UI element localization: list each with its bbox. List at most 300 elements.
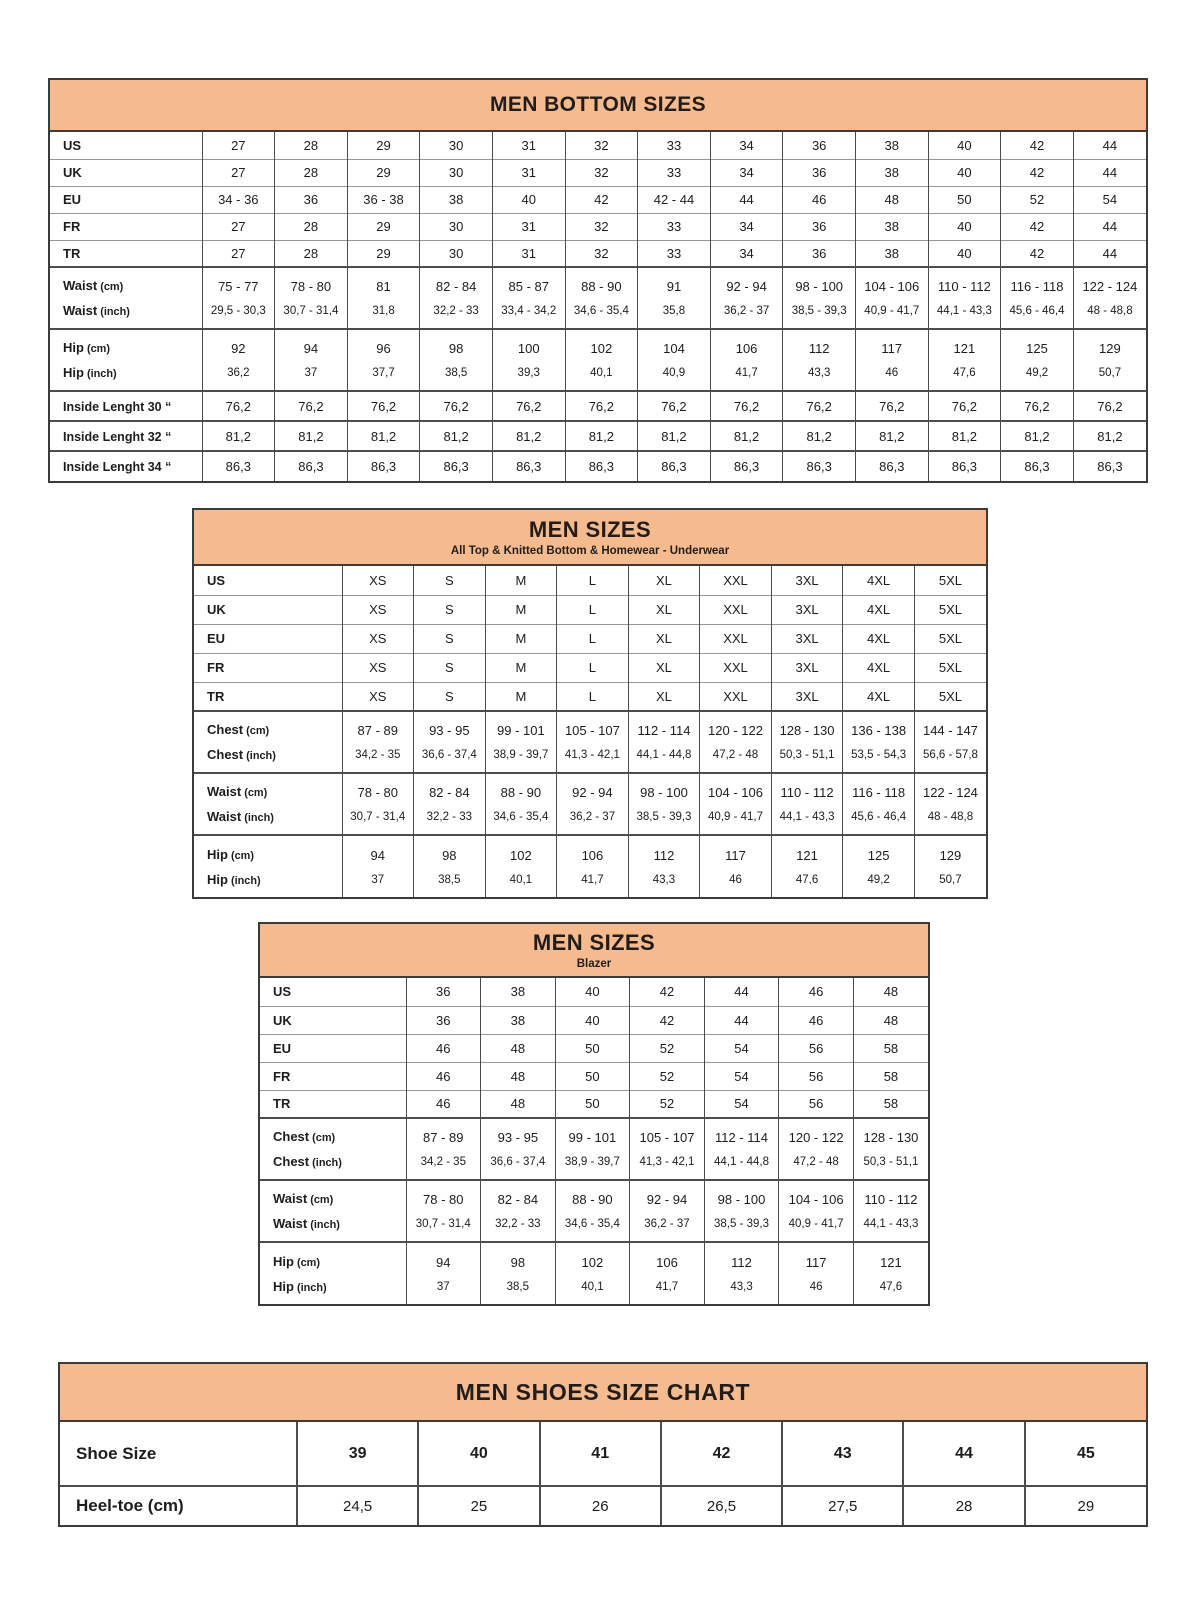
size-cell: 38	[420, 186, 493, 213]
measure-cell	[492, 267, 565, 329]
value-inch: 50,7	[939, 873, 962, 886]
value-inch: 43,3	[807, 367, 831, 379]
measure-cell	[771, 835, 843, 897]
measure-cell	[557, 773, 629, 835]
value-cm: 78 - 80	[290, 279, 332, 294]
value-inch: 37	[371, 873, 385, 886]
value-inch: 44,1 - 43,3	[863, 1218, 919, 1230]
size-cell: 28	[275, 159, 348, 186]
value-inch: 30,7 - 31,4	[415, 1218, 471, 1230]
measure-cell	[630, 1118, 705, 1180]
size-cell: 30	[420, 159, 493, 186]
size-cell: 40	[555, 1006, 630, 1034]
size-cell: 38	[481, 978, 556, 1006]
size-cell: 41	[540, 1422, 661, 1486]
size-cell: 36	[783, 240, 856, 267]
value-cm: 85 - 87	[508, 279, 549, 294]
size-cell: 42	[1001, 159, 1074, 186]
value-cm: 82 - 84	[497, 1192, 539, 1207]
size-cell: 52	[1001, 186, 1074, 213]
value-cm: 106	[735, 341, 758, 356]
size-cell: XL	[628, 624, 700, 653]
size-cell: XL	[628, 595, 700, 624]
size-cell: 54	[704, 1090, 779, 1118]
table-header-band	[60, 1364, 1146, 1422]
size-cell: 32	[565, 240, 638, 267]
size-cell: S	[414, 595, 486, 624]
value-inch: 45,6 - 46,4	[851, 811, 907, 823]
measure-cell	[779, 1180, 854, 1242]
size-cell: XXL	[700, 682, 772, 711]
measure-cell	[555, 1242, 630, 1304]
men-sizes-tops-table	[192, 508, 988, 899]
row-label: Inside Lenght 32 “	[50, 421, 202, 451]
value-cm: 98 - 100	[717, 1192, 766, 1207]
value-cm: 121	[953, 341, 976, 356]
measure-cell	[628, 835, 700, 897]
size-cell: 76,2	[1073, 391, 1146, 421]
size-cell: 86,3	[710, 451, 783, 481]
value-cm: 82 - 84	[435, 279, 477, 294]
value-cm: 87 - 89	[357, 723, 399, 738]
value-cm: 112	[808, 341, 830, 356]
value-inch: 32,2 - 33	[433, 305, 479, 317]
value-inch: 38,5	[438, 873, 461, 886]
size-cell: 76,2	[783, 391, 856, 421]
measure-cell	[914, 711, 986, 773]
value-cm: 104 - 106	[708, 785, 763, 800]
value-inch: 44,1 - 44,8	[714, 1156, 770, 1168]
value-inch: 31,8	[372, 305, 395, 317]
size-cell: 56	[779, 1090, 854, 1118]
value-cm: 121	[880, 1254, 902, 1270]
value-inch: 38,9 - 39,7	[564, 1156, 620, 1168]
size-cell: 44	[1073, 132, 1146, 159]
size-cell: XL	[628, 566, 700, 595]
size-cell: 50	[555, 1090, 630, 1118]
size-cell: 42	[630, 1006, 705, 1034]
size-cell: 76,2	[565, 391, 638, 421]
value-cm: 117	[805, 1254, 827, 1270]
measure-cell	[275, 267, 348, 329]
size-cell: 76,2	[710, 391, 783, 421]
size-cell: 34	[710, 132, 783, 159]
size-cell: 44	[1073, 159, 1146, 186]
value-cm: 136 - 138	[851, 723, 907, 738]
size-cell: 3XL	[771, 624, 843, 653]
row-label-line: Waist (inch)	[273, 1216, 340, 1231]
size-cell: 86,3	[1001, 451, 1074, 481]
value-inch: 53,5 - 54,3	[851, 749, 907, 761]
row-label-line: Hip (inch)	[273, 1278, 327, 1294]
size-cell: 86,3	[855, 451, 928, 481]
value-inch: 36,2 - 37	[569, 811, 616, 823]
size-cell: 39	[297, 1422, 418, 1486]
row-label-line: Chest (inch)	[207, 747, 276, 762]
size-cell: 81,2	[638, 421, 711, 451]
row-label: UK	[194, 595, 342, 624]
size-cell: 32	[565, 159, 638, 186]
measure-cell	[406, 1118, 481, 1180]
row-label	[260, 1180, 406, 1242]
size-cell: 25	[418, 1486, 539, 1525]
row-label: TR	[194, 682, 342, 711]
row-label-line: Hip (cm)	[207, 846, 255, 862]
value-inch: 38,9 - 39,7	[493, 749, 549, 761]
row-label: US	[207, 572, 226, 588]
size-cell: 48	[481, 1062, 556, 1090]
size-cell: 4XL	[843, 566, 915, 595]
size-cell: XXL	[700, 595, 772, 624]
measure-cell	[485, 773, 557, 835]
size-cell: 86,3	[638, 451, 711, 481]
row-label: Inside Lenght 34 “	[50, 451, 202, 481]
measure-cell	[704, 1242, 779, 1304]
value-cm: 110 - 112	[780, 785, 834, 800]
value-cm: 110 - 112	[864, 1192, 918, 1207]
size-cell: 44	[903, 1422, 1024, 1486]
size-cell: 81,2	[492, 421, 565, 451]
size-cell: 46	[406, 1034, 481, 1062]
size-cell: S	[414, 566, 486, 595]
size-cell: 29	[347, 132, 420, 159]
size-cell: 32	[565, 213, 638, 240]
value-cm: 104	[663, 341, 685, 356]
size-cell: S	[414, 682, 486, 711]
value-inch: 41,7	[655, 1280, 679, 1293]
size-cell: 34	[710, 213, 783, 240]
row-waist	[260, 1180, 928, 1242]
size-cell: 40	[555, 978, 630, 1006]
measure-cell	[638, 329, 711, 391]
measure-cell	[843, 711, 915, 773]
size-cell: 81,2	[565, 421, 638, 451]
value-inch: 47,6	[879, 1280, 903, 1293]
size-cell: 86,3	[347, 451, 420, 481]
size-cell: 48	[853, 978, 928, 1006]
size-cell: 86,3	[928, 451, 1001, 481]
value-cm: 98	[510, 1254, 526, 1270]
size-cell: 36	[783, 159, 856, 186]
value-cm: 129	[939, 847, 962, 863]
value-cm: 88 - 90	[500, 785, 542, 800]
row-label-line: Waist (inch)	[63, 303, 130, 318]
measure-cell	[843, 835, 915, 897]
size-cell: L	[557, 624, 629, 653]
size-cell: 48	[853, 1006, 928, 1034]
value-inch: 40,1	[509, 873, 533, 886]
size-cell: 81,2	[1001, 421, 1074, 451]
size-cell: 3XL	[771, 595, 843, 624]
measure-cell	[855, 329, 928, 391]
value-cm: 112 - 114	[715, 1130, 769, 1145]
size-cell: M	[485, 624, 557, 653]
row-us	[260, 978, 928, 1006]
row-label-line: Chest (inch)	[273, 1154, 342, 1169]
measure-cell	[853, 1180, 928, 1242]
size-cell: 30	[420, 132, 493, 159]
value-cm: 117	[725, 847, 746, 863]
size-cell: 52	[630, 1034, 705, 1062]
size-cell: 48	[481, 1090, 556, 1118]
measure-cell	[853, 1242, 928, 1304]
value-inch: 43,3	[652, 873, 676, 886]
row-label: EU	[194, 624, 342, 653]
row-waist	[194, 773, 986, 835]
value-inch: 40,9 - 41,7	[708, 811, 763, 823]
row-label-line: Waist (cm)	[207, 784, 268, 799]
row-heel-toe	[60, 1486, 1146, 1525]
size-cell: 76,2	[638, 391, 711, 421]
size-cell: 4XL	[843, 595, 915, 624]
size-cell: 76,2	[1001, 391, 1074, 421]
measure-cell	[414, 835, 486, 897]
measure-cell	[555, 1118, 630, 1180]
size-cell: XS	[342, 653, 414, 682]
value-cm: 128 - 130	[863, 1130, 919, 1145]
size-cell: 31	[492, 213, 565, 240]
size-cell: M	[485, 682, 557, 711]
row-fr	[194, 653, 986, 682]
size-cell: 81,2	[347, 421, 420, 451]
value-inch: 34,2 - 35	[420, 1156, 466, 1168]
size-cell: 31	[492, 240, 565, 267]
size-cell: 50	[555, 1062, 630, 1090]
size-cell: 36	[783, 213, 856, 240]
size-cell: 30	[420, 213, 493, 240]
value-inch: 36,6 - 37,4	[490, 1156, 546, 1168]
value-inch: 29,5 - 30,3	[210, 305, 266, 317]
size-cell: M	[485, 595, 557, 624]
measure-cell	[342, 773, 414, 835]
value-cm: 144 - 147	[922, 723, 978, 738]
value-inch: 38,5 - 39,3	[791, 305, 847, 317]
size-cell: 27	[202, 132, 275, 159]
value-cm: 122 - 124	[922, 785, 978, 800]
size-cell: 33	[638, 240, 711, 267]
value-cm: 99 - 101	[497, 723, 545, 738]
value-cm: 102	[581, 1254, 604, 1270]
size-cell: XL	[628, 653, 700, 682]
value-cm: 112 - 114	[637, 723, 691, 738]
value-inch: 37	[304, 367, 318, 379]
value-inch: 40,9	[662, 367, 686, 379]
measure-cell	[928, 329, 1001, 391]
row-tr	[50, 240, 1146, 267]
value-inch: 37,7	[372, 367, 395, 379]
measure-cell	[771, 773, 843, 835]
value-inch: 41,3 - 42,1	[639, 1156, 695, 1168]
size-cell: 45	[1025, 1422, 1146, 1486]
size-cell: 29	[347, 213, 420, 240]
value-inch: 34,6 - 35,4	[493, 811, 549, 823]
table-title: MEN SIZES	[528, 517, 652, 542]
size-cell: 26	[540, 1486, 661, 1525]
value-inch: 36,2 - 37	[644, 1218, 690, 1230]
measure-cell	[492, 329, 565, 391]
value-cm: 129	[1099, 341, 1121, 356]
size-cell: 76,2	[492, 391, 565, 421]
row-shoe-size	[60, 1422, 1146, 1486]
row-label: UK	[260, 1006, 406, 1034]
value-cm: 88 - 90	[581, 279, 622, 294]
row-label	[194, 711, 342, 773]
value-cm: 102	[590, 341, 613, 356]
size-cell: 40	[418, 1422, 539, 1486]
value-inch: 38,5 - 39,3	[714, 1218, 770, 1230]
row-label: FR	[194, 653, 342, 682]
value-inch: 46	[809, 1280, 823, 1293]
size-cell: 43	[782, 1422, 903, 1486]
value-cm: 125	[867, 847, 890, 863]
row-label	[260, 1242, 406, 1304]
value-cm: 98 - 100	[795, 279, 844, 294]
measure-cell	[202, 329, 275, 391]
size-cell: 4XL	[843, 653, 915, 682]
size-cell: 76,2	[928, 391, 1001, 421]
size-cell: 42	[1001, 213, 1074, 240]
measure-cell	[414, 711, 486, 773]
value-inch: 47,2 - 48	[793, 1156, 839, 1168]
size-cell: 42	[661, 1422, 782, 1486]
value-inch: 38,5	[506, 1280, 530, 1293]
size-cell: 33	[638, 159, 711, 186]
measure-cell	[779, 1118, 854, 1180]
row-fr	[260, 1062, 928, 1090]
size-cell: 86,3	[202, 451, 275, 481]
measure-cell	[485, 711, 557, 773]
measure-cell	[1001, 329, 1074, 391]
size-cell: 81,2	[202, 421, 275, 451]
row-label-line: Hip (inch)	[207, 871, 261, 887]
measure-cell	[710, 329, 783, 391]
row-inside-lenght-32	[50, 421, 1146, 451]
row-label	[50, 267, 202, 329]
size-cell: 28	[275, 213, 348, 240]
row-inside-lenght-34	[50, 451, 1146, 481]
size-cell: 44	[1073, 213, 1146, 240]
size-cell: 40	[928, 240, 1001, 267]
value-cm: 106	[656, 1254, 678, 1270]
measure-cell	[704, 1180, 779, 1242]
value-cm: 91	[666, 279, 682, 294]
size-cell: 5XL	[914, 653, 986, 682]
row-tr	[260, 1090, 928, 1118]
value-inch: 32,2 - 33	[426, 811, 473, 823]
value-cm: 94	[436, 1254, 451, 1270]
value-inch: 46	[885, 367, 899, 379]
value-cm: 75 - 77	[218, 279, 259, 294]
row-us	[50, 132, 1146, 159]
row-chest	[260, 1118, 928, 1180]
measure-cell	[853, 1118, 928, 1180]
value-cm: 96	[376, 341, 391, 356]
value-inch: 33,4 - 34,2	[501, 305, 557, 317]
measure-cell	[628, 773, 700, 835]
value-cm: 104 - 106	[864, 279, 920, 294]
value-inch: 36,2 - 37	[723, 305, 770, 317]
value-inch: 40,1	[581, 1280, 604, 1293]
size-cell: 52	[630, 1062, 705, 1090]
measure-cell	[1073, 267, 1146, 329]
size-cell: 38	[481, 1006, 556, 1034]
value-cm: 92 - 94	[572, 785, 613, 800]
measure-cell	[406, 1242, 481, 1304]
measure-cell	[420, 267, 493, 329]
size-cell: 56	[779, 1062, 854, 1090]
row-us	[194, 566, 986, 595]
row-waist	[50, 267, 1146, 329]
value-cm: 94	[303, 341, 319, 356]
size-cell: XXL	[700, 624, 772, 653]
size-cell: 31	[492, 159, 565, 186]
size-cell: 4XL	[843, 624, 915, 653]
measure-cell	[855, 267, 928, 329]
row-label: EU	[50, 186, 202, 213]
row-hip	[194, 835, 986, 897]
value-cm: 93 - 95	[497, 1130, 539, 1145]
size-cell: 28	[275, 240, 348, 267]
row-fr	[50, 213, 1146, 240]
size-cell: S	[414, 624, 486, 653]
size-cell: M	[485, 566, 557, 595]
value-inch: 50,3 - 51,1	[863, 1156, 919, 1168]
row-uk	[50, 159, 1146, 186]
men-bottom-sizes-table	[48, 78, 1148, 483]
measure-cell	[771, 711, 843, 773]
size-cell: 3XL	[771, 566, 843, 595]
size-cell: 81,2	[855, 421, 928, 451]
row-label-line: Waist (cm)	[63, 278, 124, 293]
measure-cell	[342, 835, 414, 897]
row-label: TR	[50, 240, 202, 267]
row-inside-lenght-30	[50, 391, 1146, 421]
measure-cell	[704, 1118, 779, 1180]
row-label: US	[63, 137, 82, 153]
row-label: TR	[260, 1090, 406, 1118]
size-cell: 32	[565, 132, 638, 159]
size-cell: 86,3	[783, 451, 856, 481]
size-cell: L	[557, 682, 629, 711]
value-inch: 50,7	[1098, 367, 1122, 379]
row-label-line: Chest (cm)	[273, 1129, 336, 1144]
value-cm: 117	[881, 341, 903, 356]
row-uk	[260, 1006, 928, 1034]
value-cm: 98	[448, 341, 464, 356]
size-cell: 81,2	[275, 421, 348, 451]
size-cell: 5XL	[914, 595, 986, 624]
size-cell: 44	[710, 186, 783, 213]
table-header-band	[194, 510, 986, 566]
size-cell: L	[557, 653, 629, 682]
size-cell: 44	[704, 1006, 779, 1034]
value-inch: 46	[729, 873, 742, 886]
size-cell: 5XL	[914, 682, 986, 711]
measure-cell	[779, 1242, 854, 1304]
table-subtitle: Blazer	[576, 958, 612, 970]
row-eu	[260, 1034, 928, 1062]
size-cell: 48	[855, 186, 928, 213]
size-cell: XL	[628, 682, 700, 711]
size-table	[260, 978, 928, 1304]
value-cm: 125	[1026, 341, 1048, 356]
size-cell: 81,2	[710, 421, 783, 451]
measure-cell	[700, 773, 772, 835]
size-cell: 36	[406, 978, 481, 1006]
value-cm: 87 - 89	[423, 1130, 464, 1145]
size-cell: 81,2	[1073, 421, 1146, 451]
size-cell: 46	[779, 978, 854, 1006]
